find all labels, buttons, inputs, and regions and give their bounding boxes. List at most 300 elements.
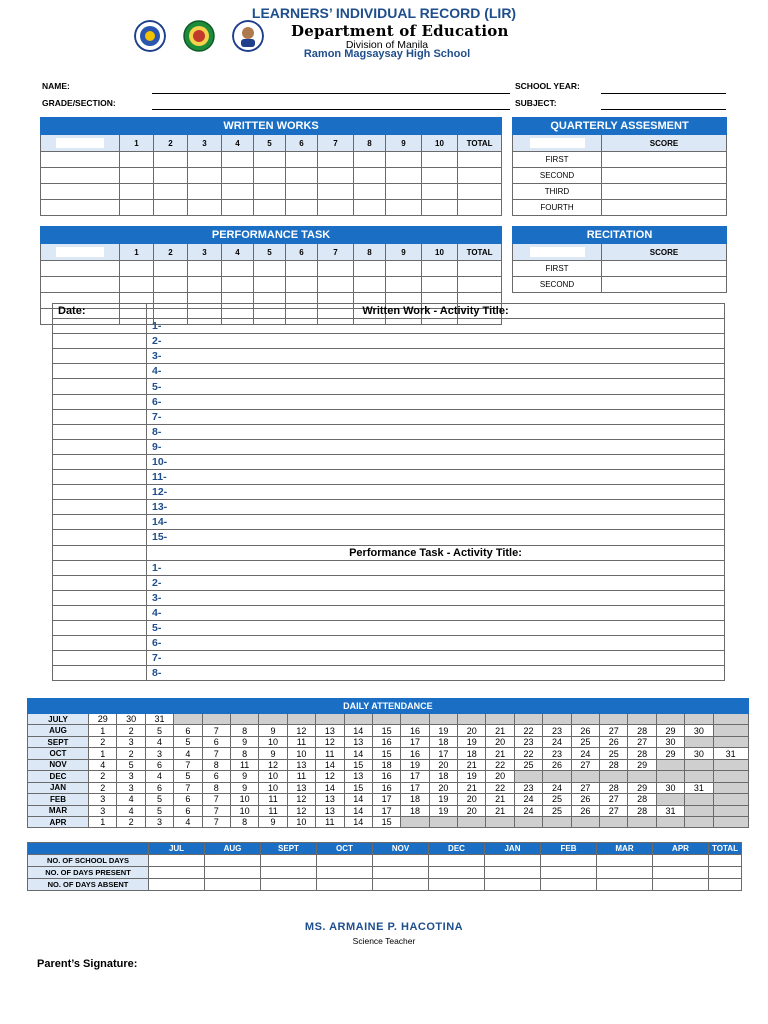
attendance-day-cell[interactable]: 11	[287, 736, 315, 747]
written-works-cell[interactable]	[286, 152, 318, 168]
attendance-day-cell[interactable]: 3	[117, 782, 145, 793]
written-activity-date-cell[interactable]	[53, 500, 147, 515]
attendance-day-cell[interactable]: 29	[656, 725, 684, 736]
written-works-cell[interactable]	[120, 168, 154, 184]
performance-task-cell[interactable]	[386, 261, 422, 277]
attendance-day-cell[interactable]: 3	[117, 771, 145, 782]
attendance-day-cell[interactable]: 12	[287, 794, 315, 805]
attendance-day-cell[interactable]: 14	[344, 748, 372, 759]
attendance-day-cell[interactable]: 21	[486, 805, 514, 816]
attendance-day-cell[interactable]: 14	[344, 794, 372, 805]
attendance-day-cell[interactable]: 30	[656, 736, 684, 747]
attendance-day-cell[interactable]: 30	[685, 725, 713, 736]
written-activity-item[interactable]: 10-	[147, 454, 725, 469]
summary-cell[interactable]	[373, 879, 429, 891]
attendance-day-cell[interactable]: 14	[316, 782, 344, 793]
attendance-day-cell[interactable]: 23	[543, 748, 571, 759]
attendance-day-cell[interactable]: 27	[628, 736, 656, 747]
written-works-cell[interactable]	[188, 152, 222, 168]
attendance-day-cell[interactable]: 19	[429, 725, 457, 736]
attendance-day-cell[interactable]: 3	[89, 805, 117, 816]
summary-cell[interactable]	[317, 867, 373, 879]
attendance-day-cell[interactable]: 4	[145, 736, 173, 747]
written-activity-date-cell[interactable]	[53, 334, 147, 349]
written-works-cell[interactable]	[386, 152, 422, 168]
attendance-day-cell[interactable]: 3	[117, 736, 145, 747]
attendance-day-cell[interactable]: 2	[89, 782, 117, 793]
written-works-cell[interactable]	[286, 168, 318, 184]
attendance-day-cell[interactable]: 18	[401, 794, 429, 805]
summary-cell[interactable]	[709, 855, 742, 867]
attendance-day-cell[interactable]: 6	[202, 771, 230, 782]
attendance-day-cell[interactable]: 25	[514, 759, 542, 770]
attendance-day-cell[interactable]: 23	[514, 782, 542, 793]
written-activity-date-cell[interactable]	[53, 470, 147, 485]
attendance-day-cell[interactable]: 30	[117, 714, 145, 725]
performance-task-cell[interactable]	[120, 261, 154, 277]
written-activity-date-cell[interactable]	[53, 530, 147, 545]
performance-activity-date-cell[interactable]	[53, 666, 147, 681]
attendance-day-cell[interactable]: 4	[174, 748, 202, 759]
attendance-day-cell[interactable]: 9	[259, 725, 287, 736]
written-works-cell[interactable]	[154, 184, 188, 200]
written-activity-item[interactable]: 5-	[147, 379, 725, 394]
summary-cell[interactable]	[429, 855, 485, 867]
written-works-cell[interactable]	[386, 184, 422, 200]
performance-task-cell[interactable]	[354, 261, 386, 277]
written-works-cell[interactable]	[41, 168, 120, 184]
performance-task-cell[interactable]	[254, 277, 286, 293]
attendance-day-cell[interactable]: 27	[571, 759, 599, 770]
attendance-day-cell[interactable]: 15	[344, 782, 372, 793]
written-activity-item[interactable]: 12-	[147, 485, 725, 500]
attendance-day-cell[interactable]: 31	[656, 805, 684, 816]
attendance-day-cell[interactable]: 21	[458, 759, 486, 770]
attendance-day-cell[interactable]: 17	[401, 771, 429, 782]
written-activity-date-cell[interactable]	[53, 379, 147, 394]
written-works-cell[interactable]	[458, 152, 502, 168]
attendance-day-cell[interactable]: 13	[316, 805, 344, 816]
performance-activity-date-cell[interactable]	[53, 605, 147, 620]
attendance-day-cell[interactable]: 10	[259, 782, 287, 793]
attendance-day-cell[interactable]: 26	[571, 725, 599, 736]
attendance-day-cell[interactable]: 2	[89, 736, 117, 747]
attendance-day-cell[interactable]: 17	[429, 748, 457, 759]
attendance-day-cell[interactable]: 2	[117, 748, 145, 759]
attendance-day-cell[interactable]: 15	[372, 725, 400, 736]
attendance-day-cell[interactable]: 23	[543, 725, 571, 736]
performance-activity-item[interactable]: 5-	[147, 620, 725, 635]
written-activity-item[interactable]: 4-	[147, 364, 725, 379]
written-activity-item[interactable]: 9-	[147, 439, 725, 454]
attendance-day-cell[interactable]: 10	[230, 794, 258, 805]
attendance-day-cell[interactable]: 20	[429, 782, 457, 793]
performance-task-cell[interactable]	[354, 277, 386, 293]
attendance-day-cell[interactable]: 11	[287, 771, 315, 782]
written-works-cell[interactable]	[222, 168, 254, 184]
attendance-day-cell[interactable]: 29	[628, 759, 656, 770]
written-works-cell[interactable]	[422, 184, 458, 200]
attendance-day-cell[interactable]: 14	[316, 759, 344, 770]
attendance-day-cell[interactable]: 5	[145, 794, 173, 805]
attendance-day-cell[interactable]: 5	[174, 736, 202, 747]
attendance-day-cell[interactable]: 2	[117, 816, 145, 827]
attendance-day-cell[interactable]: 13	[287, 782, 315, 793]
attendance-day-cell[interactable]: 16	[372, 782, 400, 793]
attendance-day-cell[interactable]: 28	[600, 759, 628, 770]
attendance-day-cell[interactable]: 27	[600, 805, 628, 816]
written-works-cell[interactable]	[318, 168, 354, 184]
attendance-day-cell[interactable]: 27	[600, 725, 628, 736]
written-works-cell[interactable]	[41, 184, 120, 200]
attendance-day-cell[interactable]: 5	[117, 759, 145, 770]
attendance-day-cell[interactable]: 29	[628, 782, 656, 793]
attendance-day-cell[interactable]: 25	[571, 736, 599, 747]
attendance-day-cell[interactable]: 20	[458, 794, 486, 805]
attendance-day-cell[interactable]: 13	[316, 725, 344, 736]
attendance-day-cell[interactable]: 30	[685, 748, 713, 759]
attendance-day-cell[interactable]: 13	[344, 736, 372, 747]
attendance-day-cell[interactable]: 26	[543, 759, 571, 770]
summary-cell[interactable]	[709, 867, 742, 879]
attendance-day-cell[interactable]: 12	[287, 725, 315, 736]
summary-cell[interactable]	[597, 879, 653, 891]
attendance-day-cell[interactable]: 3	[89, 794, 117, 805]
performance-task-cell[interactable]	[286, 277, 318, 293]
attendance-day-cell[interactable]: 25	[543, 805, 571, 816]
attendance-day-cell[interactable]: 19	[401, 759, 429, 770]
written-works-cell[interactable]	[222, 152, 254, 168]
performance-task-cell[interactable]	[222, 277, 254, 293]
summary-cell[interactable]	[149, 879, 205, 891]
attendance-day-cell[interactable]: 4	[89, 759, 117, 770]
written-works-cell[interactable]	[254, 184, 286, 200]
written-activity-item[interactable]: 7-	[147, 409, 725, 424]
summary-cell[interactable]	[429, 867, 485, 879]
attendance-day-cell[interactable]: 8	[202, 759, 230, 770]
performance-activity-item[interactable]: 6-	[147, 636, 725, 651]
attendance-day-cell[interactable]: 29	[656, 748, 684, 759]
attendance-day-cell[interactable]: 15	[344, 759, 372, 770]
attendance-day-cell[interactable]: 19	[429, 794, 457, 805]
attendance-day-cell[interactable]: 30	[656, 782, 684, 793]
written-works-cell[interactable]	[286, 184, 318, 200]
summary-cell[interactable]	[597, 867, 653, 879]
attendance-day-cell[interactable]: 29	[89, 714, 117, 725]
attendance-day-cell[interactable]: 11	[259, 794, 287, 805]
attendance-day-cell[interactable]: 20	[486, 771, 514, 782]
attendance-day-cell[interactable]: 7	[202, 816, 230, 827]
performance-task-cell[interactable]	[120, 277, 154, 293]
written-works-cell[interactable]	[154, 200, 188, 216]
attendance-day-cell[interactable]: 13	[344, 771, 372, 782]
written-activity-item[interactable]: 3-	[147, 349, 725, 364]
written-works-cell[interactable]	[120, 152, 154, 168]
performance-task-cell[interactable]	[188, 261, 222, 277]
written-works-cell[interactable]	[41, 200, 120, 216]
attendance-day-cell[interactable]: 16	[401, 748, 429, 759]
attendance-day-cell[interactable]: 8	[230, 725, 258, 736]
attendance-day-cell[interactable]: 20	[458, 805, 486, 816]
written-works-cell[interactable]	[422, 168, 458, 184]
performance-task-cell[interactable]	[422, 261, 458, 277]
attendance-day-cell[interactable]: 10	[287, 748, 315, 759]
attendance-day-cell[interactable]: 4	[174, 816, 202, 827]
attendance-day-cell[interactable]: 13	[287, 759, 315, 770]
attendance-day-cell[interactable]: 28	[628, 725, 656, 736]
written-activity-date-cell[interactable]	[53, 349, 147, 364]
written-activity-item[interactable]: 2-	[147, 334, 725, 349]
attendance-day-cell[interactable]: 31	[685, 782, 713, 793]
summary-cell[interactable]	[261, 867, 317, 879]
performance-task-cell[interactable]	[154, 261, 188, 277]
attendance-day-cell[interactable]: 18	[458, 748, 486, 759]
attendance-day-cell[interactable]: 8	[230, 816, 258, 827]
written-works-cell[interactable]	[386, 200, 422, 216]
attendance-day-cell[interactable]: 21	[486, 748, 514, 759]
written-activity-date-cell[interactable]	[53, 485, 147, 500]
summary-cell[interactable]	[653, 855, 709, 867]
performance-task-cell[interactable]	[222, 261, 254, 277]
attendance-day-cell[interactable]: 19	[429, 805, 457, 816]
attendance-day-cell[interactable]: 28	[628, 794, 656, 805]
attendance-day-cell[interactable]: 28	[600, 782, 628, 793]
written-activity-item[interactable]: 6-	[147, 394, 725, 409]
attendance-day-cell[interactable]: 5	[145, 725, 173, 736]
summary-cell[interactable]	[541, 867, 597, 879]
performance-task-cell[interactable]	[422, 277, 458, 293]
written-works-cell[interactable]	[458, 168, 502, 184]
performance-activity-date-cell[interactable]	[53, 590, 147, 605]
attendance-day-cell[interactable]: 24	[543, 736, 571, 747]
attendance-day-cell[interactable]: 15	[372, 816, 400, 827]
written-activity-date-cell[interactable]	[53, 319, 147, 334]
attendance-day-cell[interactable]: 24	[514, 805, 542, 816]
attendance-day-cell[interactable]: 2	[89, 771, 117, 782]
written-works-cell[interactable]	[422, 200, 458, 216]
recitation-score-cell[interactable]	[602, 277, 727, 293]
performance-activity-date-cell[interactable]	[53, 651, 147, 666]
attendance-day-cell[interactable]: 26	[571, 805, 599, 816]
attendance-day-cell[interactable]: 10	[259, 771, 287, 782]
summary-cell[interactable]	[653, 879, 709, 891]
attendance-day-cell[interactable]: 5	[145, 805, 173, 816]
written-works-cell[interactable]	[354, 168, 386, 184]
performance-date-cell[interactable]	[53, 545, 147, 560]
attendance-day-cell[interactable]: 1	[89, 816, 117, 827]
attendance-day-cell[interactable]: 28	[628, 805, 656, 816]
attendance-day-cell[interactable]: 21	[486, 794, 514, 805]
attendance-day-cell[interactable]: 18	[429, 736, 457, 747]
attendance-day-cell[interactable]: 16	[401, 725, 429, 736]
attendance-day-cell[interactable]: 5	[174, 771, 202, 782]
written-works-cell[interactable]	[222, 200, 254, 216]
subject-field[interactable]	[601, 109, 726, 110]
quarterly-score-cell[interactable]	[602, 168, 727, 184]
performance-activity-date-cell[interactable]	[53, 560, 147, 575]
attendance-day-cell[interactable]: 15	[372, 748, 400, 759]
performance-activity-item[interactable]: 4-	[147, 605, 725, 620]
summary-cell[interactable]	[709, 879, 742, 891]
performance-task-cell[interactable]	[318, 261, 354, 277]
written-works-cell[interactable]	[386, 168, 422, 184]
performance-activity-date-cell[interactable]	[53, 575, 147, 590]
performance-task-cell[interactable]	[318, 277, 354, 293]
summary-cell[interactable]	[317, 855, 373, 867]
performance-task-cell[interactable]	[254, 261, 286, 277]
attendance-day-cell[interactable]: 17	[401, 736, 429, 747]
attendance-day-cell[interactable]: 11	[230, 759, 258, 770]
attendance-day-cell[interactable]: 17	[372, 805, 400, 816]
performance-activity-date-cell[interactable]	[53, 620, 147, 635]
attendance-day-cell[interactable]: 9	[259, 816, 287, 827]
attendance-day-cell[interactable]: 24	[543, 782, 571, 793]
attendance-day-cell[interactable]: 11	[316, 748, 344, 759]
summary-cell[interactable]	[261, 879, 317, 891]
summary-cell[interactable]	[485, 855, 541, 867]
attendance-day-cell[interactable]: 10	[230, 805, 258, 816]
summary-cell[interactable]	[485, 879, 541, 891]
summary-cell[interactable]	[149, 855, 205, 867]
attendance-day-cell[interactable]: 16	[372, 771, 400, 782]
summary-cell[interactable]	[373, 867, 429, 879]
attendance-day-cell[interactable]: 7	[174, 759, 202, 770]
written-works-cell[interactable]	[422, 152, 458, 168]
summary-cell[interactable]	[541, 855, 597, 867]
attendance-day-cell[interactable]: 3	[145, 816, 173, 827]
attendance-day-cell[interactable]: 31	[713, 748, 748, 759]
summary-cell[interactable]	[373, 855, 429, 867]
attendance-day-cell[interactable]: 22	[486, 782, 514, 793]
performance-activity-item[interactable]: 7-	[147, 651, 725, 666]
written-works-cell[interactable]	[354, 184, 386, 200]
attendance-day-cell[interactable]: 28	[628, 748, 656, 759]
performance-task-cell[interactable]	[188, 277, 222, 293]
written-works-cell[interactable]	[188, 200, 222, 216]
attendance-day-cell[interactable]: 6	[174, 805, 202, 816]
attendance-day-cell[interactable]: 10	[259, 736, 287, 747]
attendance-day-cell[interactable]: 4	[117, 805, 145, 816]
attendance-day-cell[interactable]: 22	[514, 748, 542, 759]
attendance-day-cell[interactable]: 24	[571, 748, 599, 759]
attendance-day-cell[interactable]: 7	[202, 725, 230, 736]
performance-activity-item[interactable]: 1-	[147, 560, 725, 575]
performance-task-cell[interactable]	[154, 277, 188, 293]
written-activity-item[interactable]: 11-	[147, 470, 725, 485]
performance-activity-date-cell[interactable]	[53, 636, 147, 651]
summary-cell[interactable]	[205, 879, 261, 891]
written-activity-date-cell[interactable]	[53, 424, 147, 439]
written-works-cell[interactable]	[154, 152, 188, 168]
written-activity-item[interactable]: 15-	[147, 530, 725, 545]
performance-task-cell[interactable]	[41, 261, 120, 277]
performance-task-cell[interactable]	[458, 261, 502, 277]
attendance-day-cell[interactable]: 7	[174, 782, 202, 793]
written-works-cell[interactable]	[222, 184, 254, 200]
attendance-day-cell[interactable]: 31	[145, 714, 173, 725]
attendance-day-cell[interactable]: 12	[259, 759, 287, 770]
written-works-cell[interactable]	[120, 184, 154, 200]
summary-cell[interactable]	[205, 855, 261, 867]
summary-cell[interactable]	[429, 879, 485, 891]
summary-cell[interactable]	[597, 855, 653, 867]
attendance-day-cell[interactable]: 6	[202, 736, 230, 747]
written-works-cell[interactable]	[188, 168, 222, 184]
written-works-cell[interactable]	[120, 200, 154, 216]
attendance-day-cell[interactable]: 17	[372, 794, 400, 805]
attendance-day-cell[interactable]: 23	[514, 736, 542, 747]
performance-task-cell[interactable]	[41, 277, 120, 293]
written-activity-item[interactable]: 14-	[147, 515, 725, 530]
attendance-day-cell[interactable]: 10	[287, 816, 315, 827]
written-activity-item[interactable]: 13-	[147, 500, 725, 515]
attendance-day-cell[interactable]: 6	[174, 725, 202, 736]
attendance-day-cell[interactable]: 21	[486, 725, 514, 736]
attendance-day-cell[interactable]: 16	[372, 736, 400, 747]
summary-cell[interactable]	[485, 867, 541, 879]
written-activity-date-cell[interactable]	[53, 439, 147, 454]
attendance-day-cell[interactable]: 11	[259, 805, 287, 816]
quarterly-score-cell[interactable]	[602, 184, 727, 200]
written-works-cell[interactable]	[458, 184, 502, 200]
attendance-day-cell[interactable]: 9	[230, 782, 258, 793]
performance-task-cell[interactable]	[458, 277, 502, 293]
performance-task-cell[interactable]	[386, 277, 422, 293]
grade-section-field[interactable]	[152, 109, 510, 110]
attendance-day-cell[interactable]: 7	[202, 794, 230, 805]
written-works-cell[interactable]	[254, 168, 286, 184]
attendance-day-cell[interactable]: 14	[344, 725, 372, 736]
attendance-day-cell[interactable]: 11	[316, 816, 344, 827]
attendance-day-cell[interactable]: 1	[89, 748, 117, 759]
written-activity-date-cell[interactable]	[53, 394, 147, 409]
performance-activity-item[interactable]: 8-	[147, 666, 725, 681]
attendance-day-cell[interactable]: 14	[344, 816, 372, 827]
written-activity-date-cell[interactable]	[53, 515, 147, 530]
attendance-day-cell[interactable]: 12	[316, 736, 344, 747]
attendance-day-cell[interactable]: 2	[117, 725, 145, 736]
written-activity-item[interactable]: 1-	[147, 319, 725, 334]
attendance-day-cell[interactable]: 22	[514, 725, 542, 736]
attendance-day-cell[interactable]: 26	[600, 736, 628, 747]
attendance-day-cell[interactable]: 18	[429, 771, 457, 782]
attendance-day-cell[interactable]: 12	[287, 805, 315, 816]
performance-task-cell[interactable]	[286, 261, 318, 277]
summary-cell[interactable]	[205, 867, 261, 879]
attendance-day-cell[interactable]: 8	[230, 748, 258, 759]
written-works-cell[interactable]	[41, 152, 120, 168]
attendance-day-cell[interactable]: 20	[458, 725, 486, 736]
attendance-day-cell[interactable]: 25	[600, 748, 628, 759]
school-year-field[interactable]	[601, 93, 726, 94]
attendance-day-cell[interactable]: 26	[571, 794, 599, 805]
attendance-day-cell[interactable]: 20	[486, 736, 514, 747]
summary-cell[interactable]	[317, 879, 373, 891]
attendance-day-cell[interactable]: 1	[89, 725, 117, 736]
attendance-day-cell[interactable]: 20	[429, 759, 457, 770]
attendance-day-cell[interactable]: 19	[458, 771, 486, 782]
written-works-cell[interactable]	[458, 200, 502, 216]
written-activity-item[interactable]: 8-	[147, 424, 725, 439]
attendance-day-cell[interactable]: 7	[202, 748, 230, 759]
attendance-day-cell[interactable]: 7	[202, 805, 230, 816]
attendance-day-cell[interactable]: 14	[344, 805, 372, 816]
attendance-day-cell[interactable]: 22	[486, 759, 514, 770]
attendance-day-cell[interactable]: 6	[145, 759, 173, 770]
written-activity-date-cell[interactable]	[53, 454, 147, 469]
attendance-day-cell[interactable]: 18	[372, 759, 400, 770]
attendance-day-cell[interactable]: 9	[259, 748, 287, 759]
